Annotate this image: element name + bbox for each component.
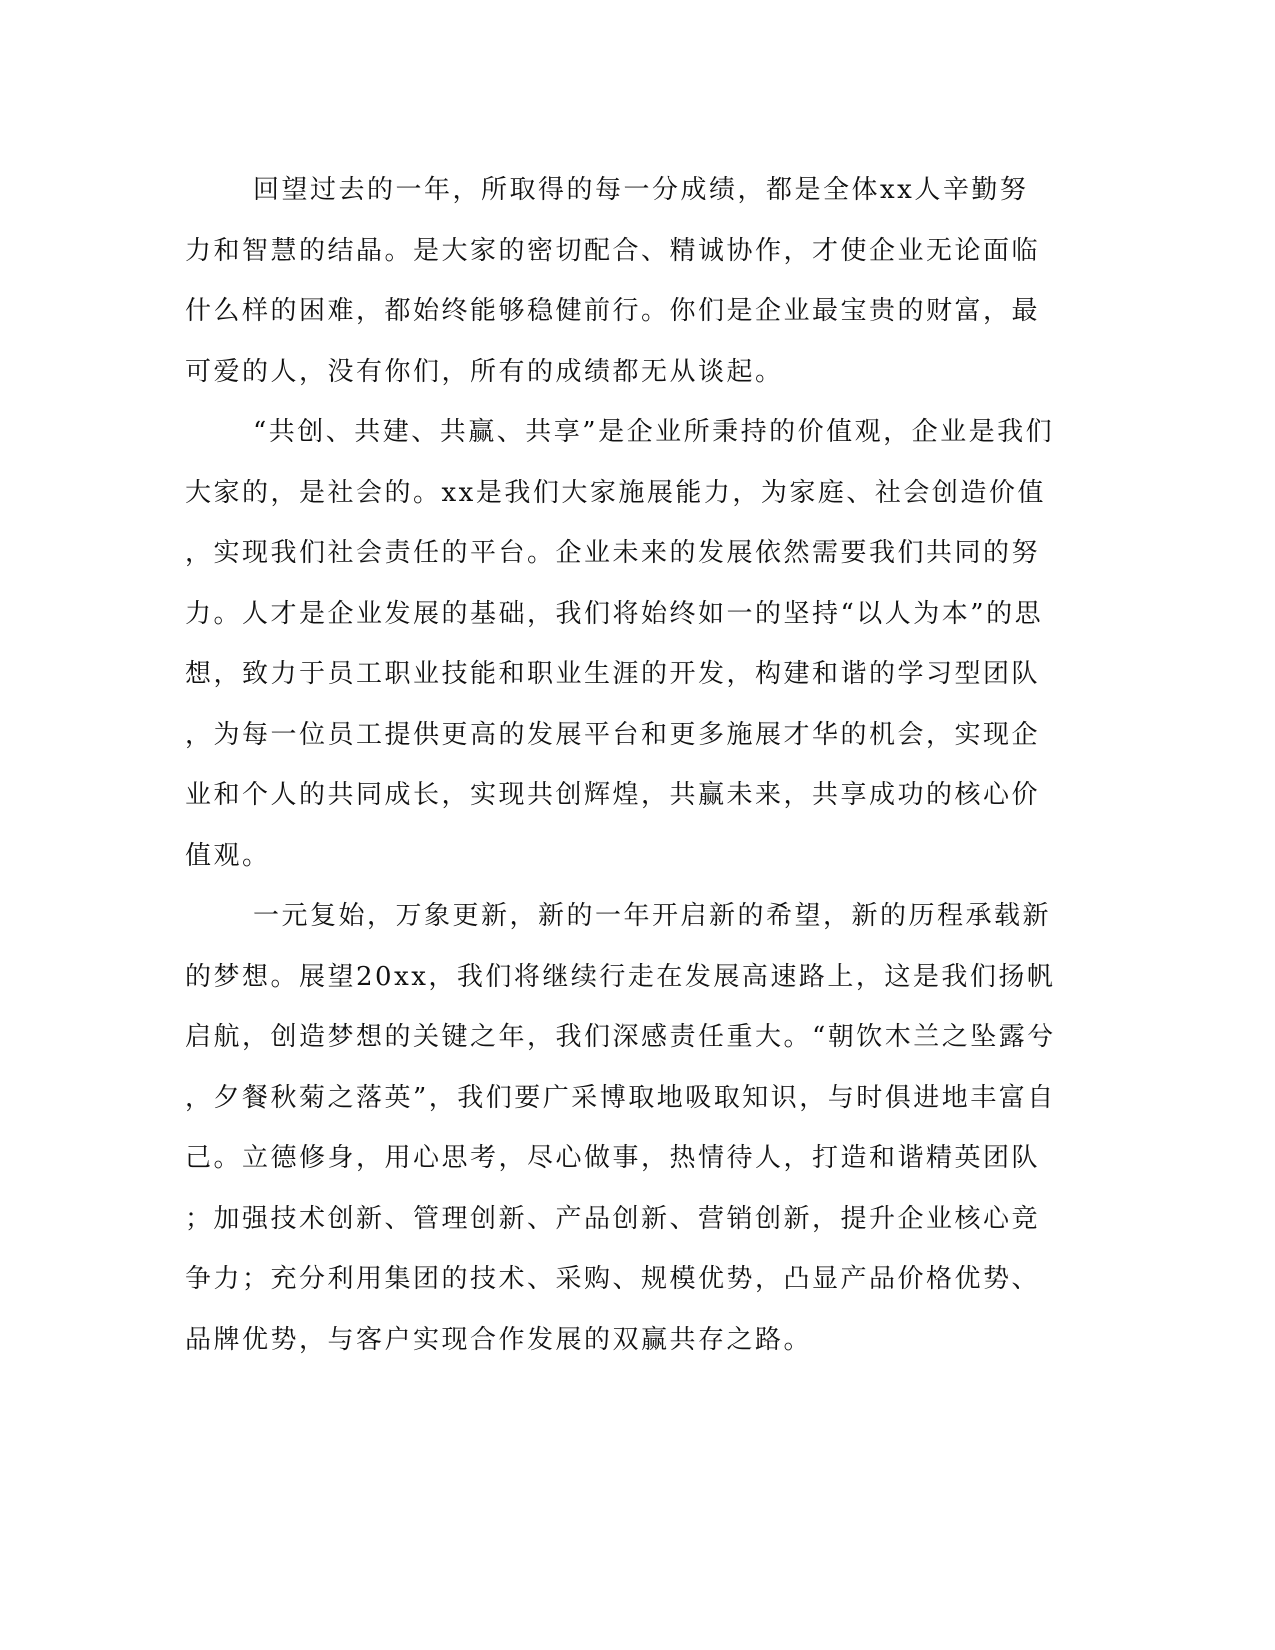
paragraph-3 [185, 886, 1065, 1370]
text-line: 可爱的人，没有你们，所有的成绩都无从谈起。 [185, 356, 784, 387]
text-line: 争力；充分利用集团的技术、采购、规模优势，凸显产品价格优势、 [185, 1264, 1041, 1294]
text-line: 想，致力于员工职业技能和职业生涯的开发，构建和谐的学习型团队 [185, 659, 1041, 689]
text-line: 力。人才是企业发展的基础，我们将始终如一的坚持“以人为本”的思 [185, 598, 1044, 629]
text-line: 值观。 [185, 840, 271, 871]
text-line: 什么样的困难，都始终能够稳健前行。你们是企业最宝贵的财富，最 [185, 296, 1041, 326]
text-line: ，夕餐秋菊之落英”，我们要广采博取地吸取知识，与时俱进地丰富自 [185, 1082, 1056, 1113]
text-line: ，为每一位员工提供更高的发展平台和更多施展才华的机会，实现企 [185, 719, 1041, 750]
text-line: “共创、共建、共赢、共享”是企业所秉持的价值观，企业是我们 [253, 417, 1055, 447]
text-line: 启航，创造梦想的关键之年，我们深感责任重大。“朝饮木兰之坠露兮 [185, 1022, 1056, 1052]
text-line: 业和个人的共同成长，实现共创辉煌，共赢未来，共享成功的核心价 [185, 780, 1041, 810]
text-line: ；加强技术创新、管理创新、产品创新、营销创新，提升企业核心竞 [185, 1203, 1041, 1234]
text-line: 的梦想。展望20xx，我们将继续行走在发展高速路上，这是我们扬帆 [185, 961, 1056, 992]
paragraph-2 [185, 402, 1065, 886]
text-line: 力和智慧的结晶。是大家的密切配合、精诚协作，才使企业无论面临 [185, 235, 1041, 266]
body-text [185, 160, 1065, 1370]
text-line: 品牌优势，与客户实现合作发展的双赢共存之路。 [185, 1324, 813, 1355]
text-line: 一元复始，万象更新，新的一年开启新的希望，新的历程承载新 [253, 901, 1052, 931]
text-line: ，实现我们社会责任的平台。企业未来的发展依然需要我们共同的努 [185, 538, 1041, 568]
paragraph-1 [185, 160, 1065, 402]
text-line: 己。立德修身，用心思考，尽心做事，热情待人，打造和谐精英团队 [185, 1143, 1041, 1173]
text-line: 大家的，是社会的。xx是我们大家施展能力，为家庭、社会创造价值 [185, 477, 1046, 508]
text-line: 回望过去的一年，所取得的每一分成绩，都是全体xx人辛勤努 [253, 175, 1029, 205]
